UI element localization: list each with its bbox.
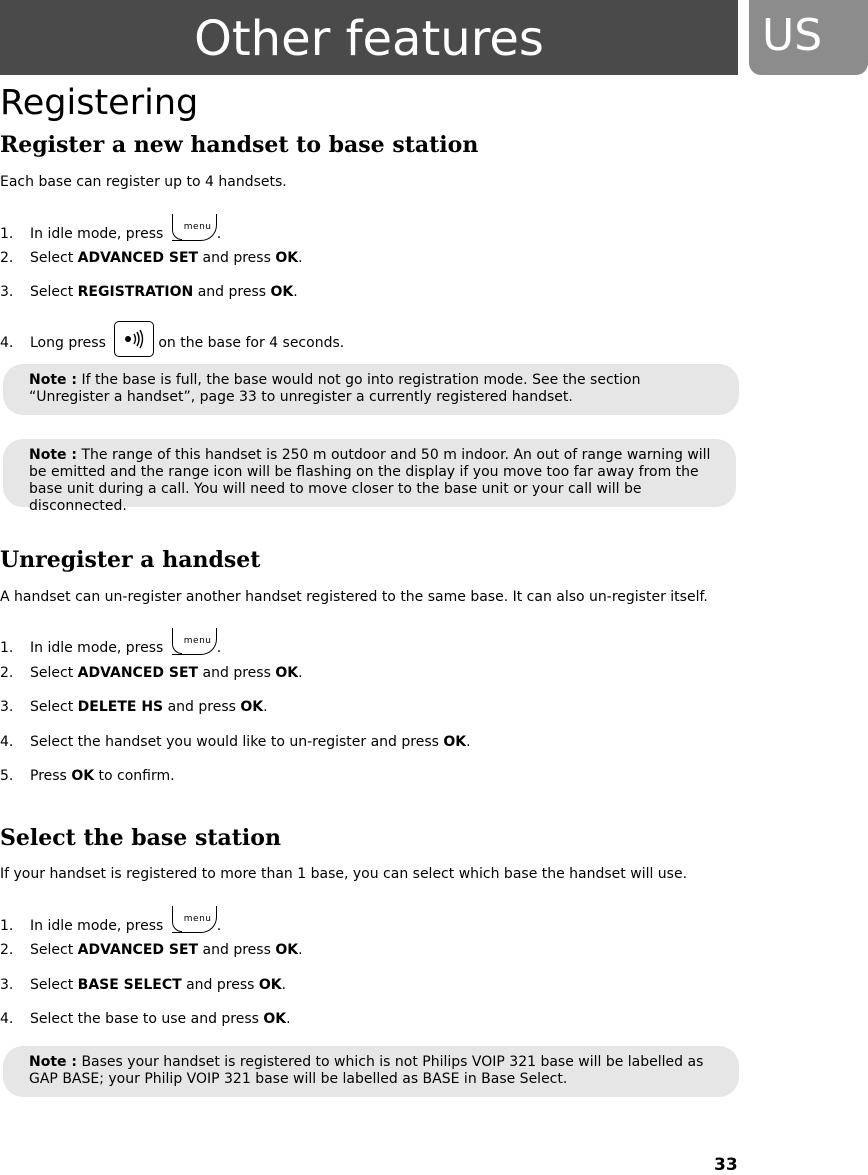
register-step-2: 2. Select ADVANCED SET and press OK.: [0, 250, 303, 266]
menu-key-icon: menu: [172, 214, 217, 241]
paging-key-icon: [114, 321, 154, 357]
unregister-intro: A handset can un-register another handset registered to the same base. It can also un-register itself.: [0, 589, 708, 605]
note-range: Note : The range of this handset is 250 m outdoor and 50 m indoor. An out of range warning will be emitted and the range icon will be flashing on the display if you move too far away from the base unit during a call. You will need to move closer to the base unit or your call will be disconnected.: [3, 439, 736, 507]
menu-key-icon: menu: [172, 906, 217, 933]
page-number: 33: [714, 1155, 738, 1175]
register-heading: Register a new handset to base station: [0, 132, 479, 158]
register-intro: Each base can register up to 4 handsets.: [0, 174, 287, 190]
language-label: US: [762, 10, 823, 61]
note-registration-full: Note : If the base is full, the base would not go into registration mode. See the section “Unregister a handset”, page 33 to unregister a currently registered handset.: [3, 364, 739, 415]
select-base-step-4: 4. Select the base to use and press OK.: [0, 1011, 291, 1027]
register-step-1: 1. In idle mode, press menu .: [0, 214, 221, 243]
select-base-step-1: 1. In idle mode, press menu .: [0, 906, 221, 935]
select-base-step-3: 3. Select BASE SELECT and press OK.: [0, 977, 287, 993]
section-title: Registering: [0, 83, 199, 123]
unregister-step-3: 3. Select DELETE HS and press OK.: [0, 699, 268, 715]
register-step-4: 4. Long press on the base for 4 seconds.: [0, 321, 344, 357]
menu-key-icon: menu: [172, 628, 217, 655]
unregister-step-4: 4. Select the handset you would like to un-register and press OK.: [0, 734, 471, 750]
unregister-step-5: 5. Press OK to confirm.: [0, 768, 175, 784]
note-base-labels: Note : Bases your handset is registered to which is not Philips VOIP 321 base will be labelled as GAP BASE; your Philip VOIP 321 base will be labelled as BASE in Base Select.: [3, 1046, 739, 1097]
select-base-intro: If your handset is registered to more than 1 base, you can select which base the handset will use.: [0, 866, 688, 882]
page-header-title: Other features: [194, 11, 544, 67]
unregister-step-1: 1. In idle mode, press menu .: [0, 628, 221, 657]
unregister-step-2: 2. Select ADVANCED SET and press OK.: [0, 665, 303, 681]
select-base-heading: Select the base station: [0, 825, 281, 851]
register-step-3: 3. Select REGISTRATION and press OK.: [0, 284, 298, 300]
select-base-step-2: 2. Select ADVANCED SET and press OK.: [0, 942, 303, 958]
unregister-heading: Unregister a handset: [0, 547, 261, 573]
